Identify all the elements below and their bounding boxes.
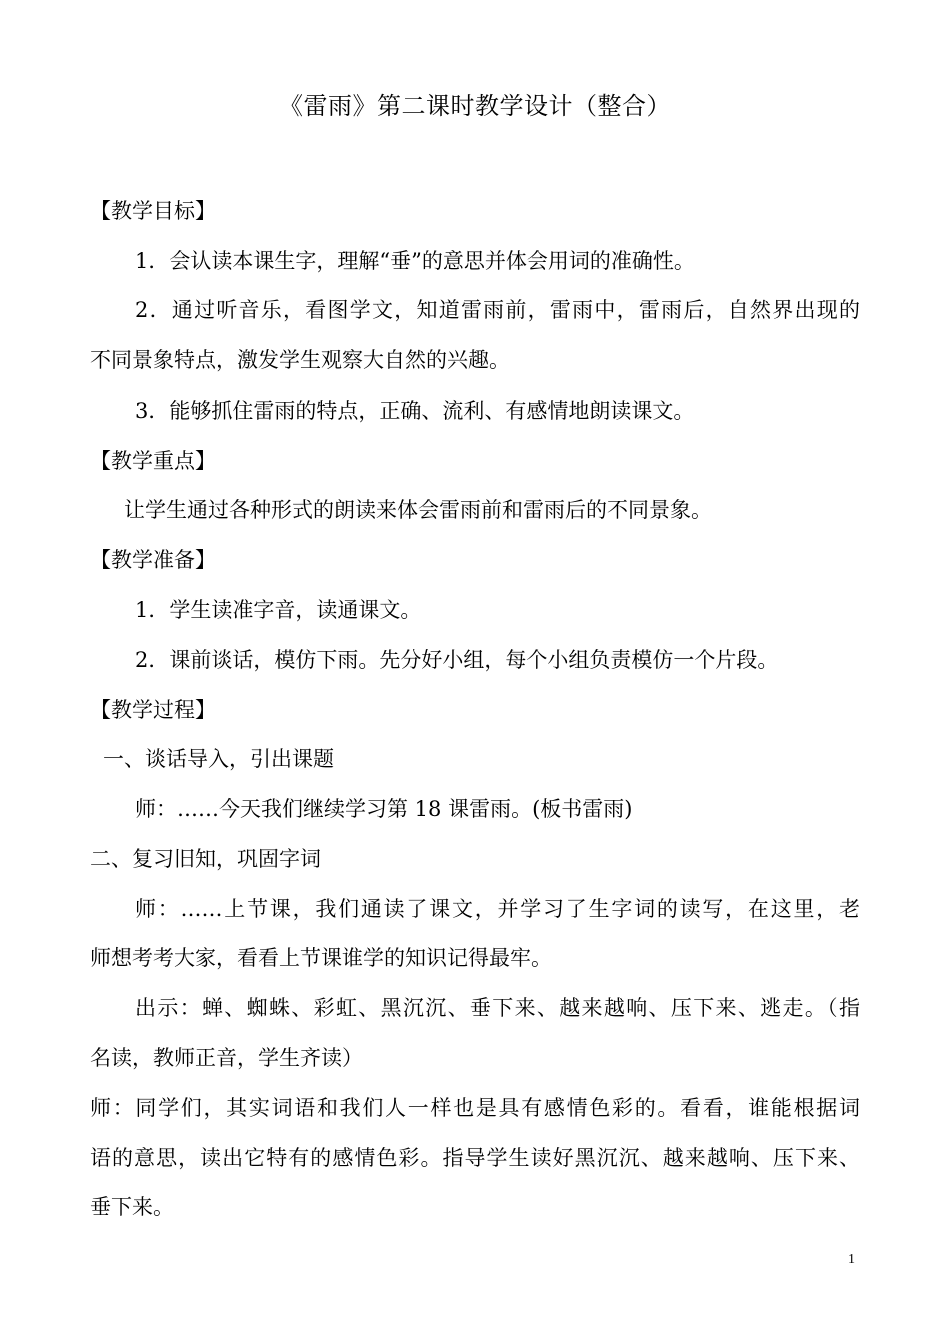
- paragraph-line: 1．会认读本课生字，理解“垂”的意思并体会用词的准确性。: [135, 249, 695, 273]
- paragraph-line: 2．课前谈话，模仿下雨。先分好小组，每个小组负责模仿一个片段。: [135, 648, 779, 672]
- section-heading-objectives: 【教学目标】: [90, 199, 216, 223]
- paragraph-line: 垂下来。: [90, 1195, 174, 1219]
- paragraph-line: 2．通过听音乐，看图学文，知道雷雨前，雷雨中，雷雨后，自然界出现的: [135, 298, 860, 322]
- paragraph-line: 不同景象特点，激发学生观察大自然的兴趣。: [90, 348, 510, 372]
- paragraph-line: 出示：蝉、蜘蛛、彩虹、黑沉沉、垂下来、越来越响、压下来、逃走。（指: [135, 996, 860, 1020]
- paragraph-line: 师：……今天我们继续学习第 18 课雷雨。(板书雷雨): [135, 797, 633, 821]
- paragraph-line: 师：同学们，其实词语和我们人一样也是具有感情色彩的。看看，谁能根据词: [90, 1096, 860, 1120]
- section-heading-preparation: 【教学准备】: [90, 548, 216, 572]
- paragraph-line: 3．能够抓住雷雨的特点，正确、流利、有感情地朗读课文。: [135, 399, 695, 423]
- section-heading-process: 【教学过程】: [90, 698, 216, 722]
- paragraph-line: 师想考考大家，看看上节课谁学的知识记得最牢。: [90, 946, 552, 970]
- paragraph-line: 1．学生读准字音，读通课文。: [135, 598, 422, 622]
- document-title: 《雷雨》第二课时教学设计（整合）: [279, 92, 671, 120]
- subheading-review: 二、复习旧知，巩固字词: [90, 847, 321, 871]
- paragraph-line: 师：……上节课，我们通读了课文，并学习了生字词的读写，在这里，老: [135, 897, 860, 921]
- section-heading-key-point: 【教学重点】: [90, 449, 216, 473]
- paragraph-line: 名读，教师正音，学生齐读）: [90, 1046, 363, 1070]
- page-number: 1: [848, 1252, 855, 1267]
- paragraph-line: 语的意思，读出它特有的感情色彩。指导学生读好黑沉沉、越来越响、压下来、: [90, 1146, 860, 1170]
- paragraph-line: 让学生通过各种形式的朗读来体会雷雨前和雷雨后的不同景象。: [124, 498, 712, 522]
- subheading-introduction: 一、谈话导入，引出课题: [103, 747, 334, 771]
